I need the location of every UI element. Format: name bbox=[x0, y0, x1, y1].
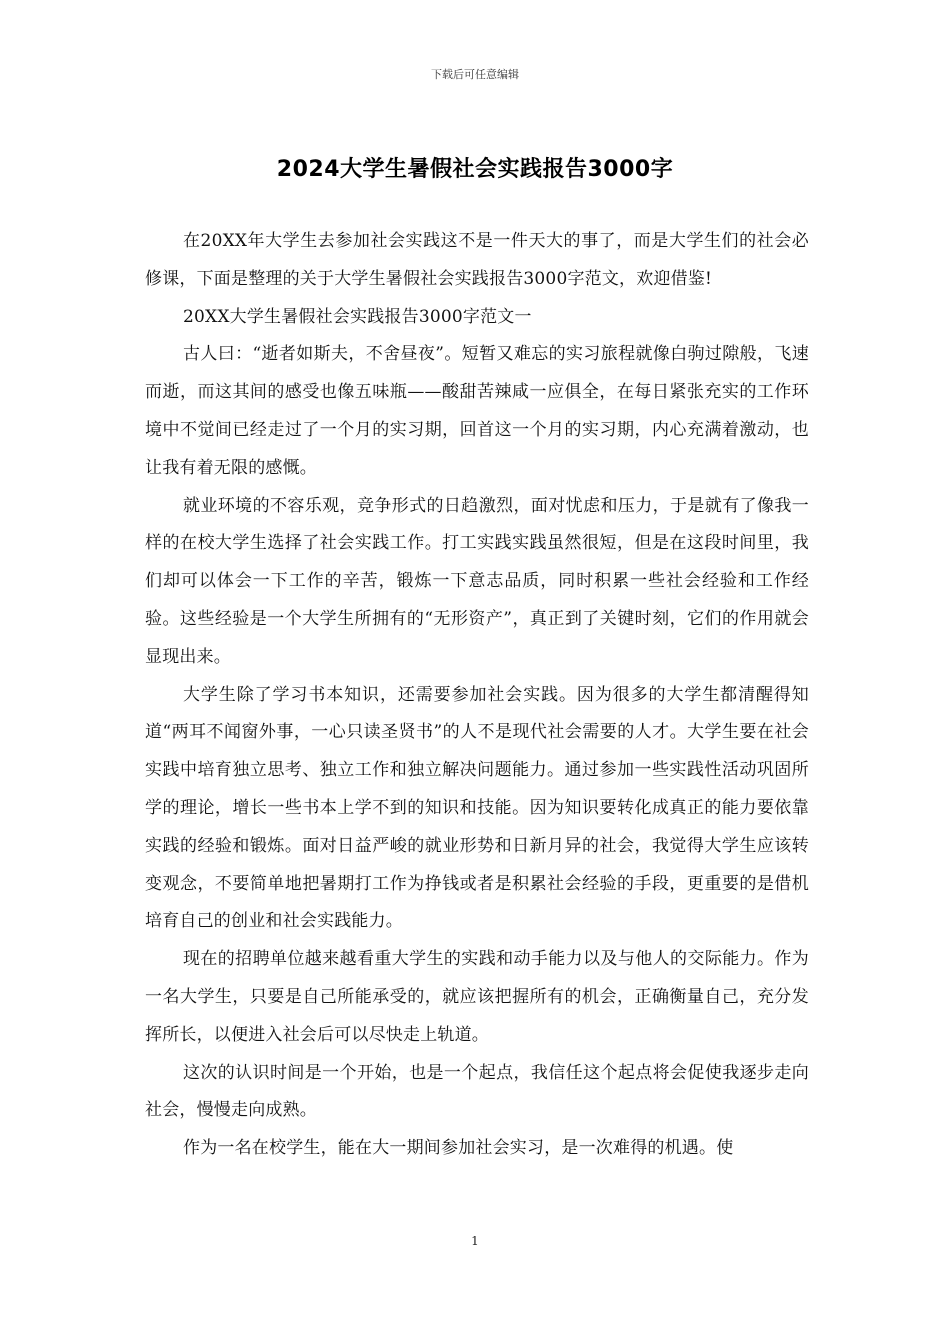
paragraph: 古人曰：“逝者如斯夫，不舍昼夜”。短暂又难忘的实习旅程就像白驹过隙般，飞速而逝，而这其间的感受也像五味瓶——酸甜苦辣咸一应俱全，在每日紧张充实的工作环境中不觉间已经走过了一个月的实习期，回首这一个月的实习期，内心充满着激动，也让我有着无限的感慨。 bbox=[145, 344, 809, 478]
paragraph: 现在的招聘单位越来越看重大学生的实践和动手能力以及与他人的交际能力。作为一名大学生，只要是自己所能承受的，就应该把握所有的机会，正确衡量自己，充分发挥所长，以便进入社会后可以尽快走上轨道。 bbox=[145, 949, 809, 1045]
page-number: 1 bbox=[471, 1234, 479, 1248]
paragraph: 作为一名在校学生，能在大一期间参加社会实习，是一次难得的机遇。使 bbox=[183, 1138, 734, 1159]
header-note: 下载后可任意编辑 bbox=[431, 68, 519, 81]
paragraph: 大学生除了学习书本知识，还需要参加社会实践。因为很多的大学生都清醒得知道“两耳不闻窗外事，一心只读圣贤书”的人不是现代社会需要的人才。大学生要在社会实践中培育独立思考、独立工作和独立解决问题能力。通过参加一些实践性活动巩固所学的理论，增长一些书本上学不到的知识和技能。因为知识要转化成真正的能力要依靠实践的经验和锻炼。面对日益严峻的就业形势和日新月异的社会，我觉得大学生应该转变观念，不要简单地把暑期打工作为挣钱或者是积累社会经验的手段，更重要的是借机培育自己的创业和社会实践能力。 bbox=[145, 684, 809, 932]
document-body bbox=[145, 223, 809, 1168]
paragraph: 就业环境的不容乐观，竞争形式的日趋激烈，面对忧虑和压力，于是就有了像我一样的在校大学生选择了社会实践工作。打工实践实践虽然很短，但是在这段时间里，我们却可以体会一下工作的辛苦，锻炼一下意志品质，同时积累一些社会经验和工作经验。这些经验是一个大学生所拥有的“无形资产”，真正到了关键时刻，它们的作用就会显现出来。 bbox=[145, 495, 809, 667]
section-heading: 20XX大学生暑假社会实践报告3000字范文一 bbox=[183, 306, 532, 327]
document-title: 2024大学生暑假社会实践报告3000字 bbox=[276, 157, 674, 182]
paragraph: 这次的认识时间是一个开始，也是一个起点，我信任这个起点将会促使我逐步走向社会，慢慢走向成熟。 bbox=[145, 1062, 809, 1121]
paragraph-intro: 在20XX年大学生去参加社会实践这不是一件天大的事了，而是大学生们的社会必修课，下面是整理的关于大学生暑假社会实践报告3000字范文，欢迎借鉴! bbox=[145, 231, 809, 289]
